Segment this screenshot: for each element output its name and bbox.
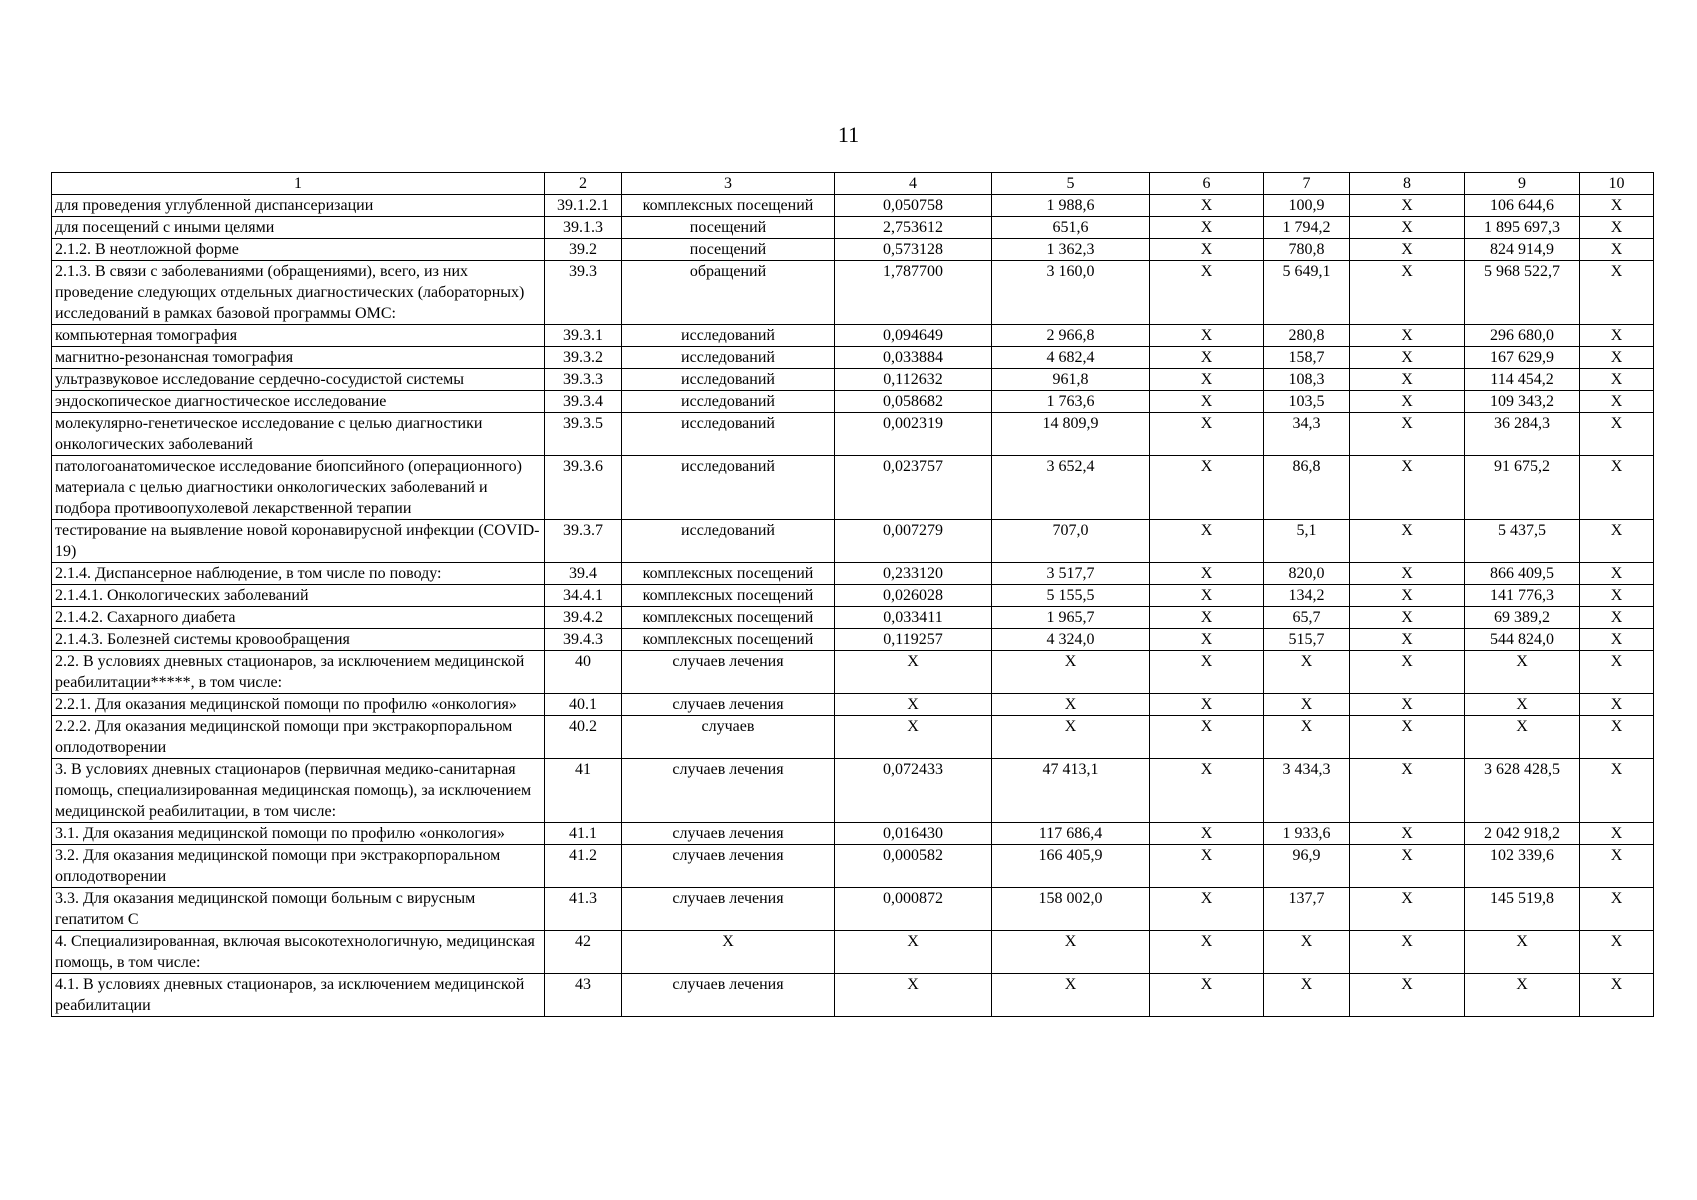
table-row [52,823,1654,845]
table-cell: случаев лечения [622,845,835,888]
table-cell: Х [1350,759,1465,823]
table-cell: случаев [622,716,835,759]
table-cell: Х [1150,520,1264,563]
table-cell: Х [1264,716,1350,759]
table-cell: Х [992,651,1150,694]
table-cell: Х [992,716,1150,759]
table-cell: 40.2 [545,716,622,759]
table-cell: Х [1150,391,1264,413]
table-cell: исследований [622,391,835,413]
table-cell: Х [1150,369,1264,391]
table-cell: Х [1150,347,1264,369]
table-cell: исследований [622,347,835,369]
column-header: 4 [835,173,992,195]
table-cell: 1 763,6 [992,391,1150,413]
table-cell: 36 284,3 [1465,413,1580,456]
table-row [52,694,1654,716]
table-cell: 39.1.2.1 [545,195,622,217]
table-cell: Х [1350,563,1465,585]
table-cell: Х [1350,325,1465,347]
table-cell: 707,0 [992,520,1150,563]
table-cell: 5 155,5 [992,585,1150,607]
table-cell: 2.2.1. Для оказания медицинской помощи по профилю «онкология» [52,694,545,716]
table-row [52,974,1654,1017]
table-cell: Х [1580,195,1654,217]
table-cell: Х [1580,651,1654,694]
table-cell: Х [1580,694,1654,716]
table-cell: для проведения углубленной диспансеризации [52,195,545,217]
table-cell: 108,3 [1264,369,1350,391]
table-cell: Х [1350,694,1465,716]
table-row [52,563,1654,585]
table-cell: Х [835,694,992,716]
table-cell: Х [1350,413,1465,456]
table-cell: молекулярно-генетическое исследование с целью диагностики онкологических заболеваний [52,413,545,456]
table-cell: Х [992,931,1150,974]
table-cell: 39.3.6 [545,456,622,520]
table-cell: Х [1150,563,1264,585]
table-cell: 0,112632 [835,369,992,391]
table-cell: 4. Специализированная, включая высокотехнологичную, медицинская помощь, в том числе: [52,931,545,974]
table-cell: 2.1.4. Диспансерное наблюдение, в том числе по поводу: [52,563,545,585]
table-cell: 34,3 [1264,413,1350,456]
table-cell: Х [1465,931,1580,974]
table-cell: 3 160,0 [992,261,1150,325]
table-row [52,456,1654,520]
table-cell: 0,033884 [835,347,992,369]
header-row [52,173,1654,195]
table-cell: 2.1.4.2. Сахарного диабета [52,607,545,629]
table-cell: посещений [622,239,835,261]
table-cell: Х [1465,716,1580,759]
table-cell: Х [1350,520,1465,563]
table-cell: 1 965,7 [992,607,1150,629]
table-cell: Х [1350,391,1465,413]
column-header: 3 [622,173,835,195]
table-cell: Х [1580,456,1654,520]
table-cell: 41 [545,759,622,823]
table-cell: комплексных посещений [622,195,835,217]
table-cell: Х [1580,325,1654,347]
table-cell: 4 324,0 [992,629,1150,651]
table-cell: Х [1465,974,1580,1017]
table-cell: исследований [622,456,835,520]
table-cell: Х [1150,694,1264,716]
table-cell: Х [1580,823,1654,845]
table-cell: Х [1465,694,1580,716]
table-cell: 42 [545,931,622,974]
table-cell: 0,050758 [835,195,992,217]
table-cell: Х [1350,823,1465,845]
table-cell: 39.4.2 [545,607,622,629]
table-cell: исследований [622,369,835,391]
table-cell: комплексных посещений [622,563,835,585]
table-cell: Х [1580,520,1654,563]
table-cell: 0,000582 [835,845,992,888]
table-cell: 2.1.4.3. Болезней системы кровообращения [52,629,545,651]
table-row [52,629,1654,651]
table-row [52,195,1654,217]
table-cell: 544 824,0 [1465,629,1580,651]
table-cell: случаев лечения [622,759,835,823]
table-cell: 39.3.2 [545,347,622,369]
table-cell: Х [1150,325,1264,347]
table-cell: Х [1264,974,1350,1017]
table-cell: Х [1150,759,1264,823]
column-header: 2 [545,173,622,195]
table-cell: Х [835,716,992,759]
table-cell: Х [1264,651,1350,694]
table-cell: 69 389,2 [1465,607,1580,629]
table-cell: Х [1350,239,1465,261]
table-cell: Х [1150,585,1264,607]
table-cell: 102 339,6 [1465,845,1580,888]
table-cell: 866 409,5 [1465,563,1580,585]
table-cell: Х [1350,347,1465,369]
table-cell: 3.3. Для оказания медицинской помощи больным с вирусным гепатитом С [52,888,545,931]
table-cell: 2.2.2. Для оказания медицинской помощи при экстракорпоральном оплодотворении [52,716,545,759]
table-cell: исследований [622,520,835,563]
table-cell: Х [1350,845,1465,888]
table-cell: Х [1465,651,1580,694]
table-cell: 137,7 [1264,888,1350,931]
table-cell: Х [1580,217,1654,239]
table-cell: 296 680,0 [1465,325,1580,347]
table-cell: Х [992,974,1150,1017]
table-cell: 0,007279 [835,520,992,563]
table-cell: Х [1264,931,1350,974]
table-cell: 1 794,2 [1264,217,1350,239]
table-cell: Х [1350,974,1465,1017]
table-cell: 109 343,2 [1465,391,1580,413]
table-row [52,607,1654,629]
table-row [52,347,1654,369]
table-cell: 117 686,4 [992,823,1150,845]
table-cell: Х [1580,888,1654,931]
table-cell: Х [992,694,1150,716]
table-cell: ультразвуковое исследование сердечно-сосудистой системы [52,369,545,391]
column-header: 7 [1264,173,1350,195]
table-cell: Х [1150,261,1264,325]
table-cell: Х [1150,716,1264,759]
table-cell: посещений [622,217,835,239]
table-cell: 5 649,1 [1264,261,1350,325]
table-cell: 106 644,6 [1465,195,1580,217]
table-cell: Х [1150,217,1264,239]
table-cell: 39.3.3 [545,369,622,391]
table-cell: 0,072433 [835,759,992,823]
table-cell: исследований [622,413,835,456]
table-cell: 114 454,2 [1465,369,1580,391]
table-cell: 1 933,6 [1264,823,1350,845]
table-cell: 39.2 [545,239,622,261]
table-cell: комплексных посещений [622,629,835,651]
table-cell: 0,002319 [835,413,992,456]
table-cell: эндоскопическое диагностическое исследование [52,391,545,413]
table-cell: 2 042 918,2 [1465,823,1580,845]
table-cell: 40.1 [545,694,622,716]
table-cell: для посещений с иными целями [52,217,545,239]
table-cell: 141 776,3 [1465,585,1580,607]
table-cell: Х [1580,931,1654,974]
table-cell: 39.3.4 [545,391,622,413]
table-cell: Х [1150,239,1264,261]
table-cell: 1 895 697,3 [1465,217,1580,239]
table-cell: 100,9 [1264,195,1350,217]
table-cell: Х [1150,456,1264,520]
table-cell: Х [1580,391,1654,413]
table-cell: 0,119257 [835,629,992,651]
table-cell: 0,058682 [835,391,992,413]
table-cell: Х [1580,845,1654,888]
table-cell: 14 809,9 [992,413,1150,456]
table-cell: патологоанатомическое исследование биопсийного (операционного) материала с целью диагностики онкологических заболеваний и подбора противоопухолевой лекарственной терапии [52,456,545,520]
table-row [52,325,1654,347]
table-cell: Х [1150,629,1264,651]
table-cell: Х [1580,629,1654,651]
column-header: 8 [1350,173,1465,195]
table-cell: 280,8 [1264,325,1350,347]
table-cell: 41.2 [545,845,622,888]
table-cell: Х [1350,931,1465,974]
table-cell: компьютерная томография [52,325,545,347]
table-cell: 2 966,8 [992,325,1150,347]
table-cell: 0,033411 [835,607,992,629]
table-cell: Х [1350,585,1465,607]
table-cell: 780,8 [1264,239,1350,261]
table-cell: Х [1580,716,1654,759]
table-cell: 961,8 [992,369,1150,391]
table-cell: случаев лечения [622,651,835,694]
table-cell: 3.2. Для оказания медицинской помощи при экстракорпоральном оплодотворении [52,845,545,888]
table-cell: 2.1.3. В связи с заболеваниями (обращениями), всего, из них проведение следующих отдельных диагностических (лабораторных) исследований в рамках базовой программы ОМС: [52,261,545,325]
table-cell: 41.1 [545,823,622,845]
table-cell: Х [1580,413,1654,456]
table-cell: 134,2 [1264,585,1350,607]
table-cell: Х [1580,261,1654,325]
table-cell: 145 519,8 [1465,888,1580,931]
column-header: 1 [52,173,545,195]
table-cell: 43 [545,974,622,1017]
table-cell: случаев лечения [622,694,835,716]
table-cell: Х [1150,931,1264,974]
table-cell: Х [622,931,835,974]
table-cell: Х [1350,716,1465,759]
data-table [51,172,1654,1017]
table-cell: 158 002,0 [992,888,1150,931]
table-cell: 0,573128 [835,239,992,261]
table-cell: 3 434,3 [1264,759,1350,823]
table-cell: комплексных посещений [622,585,835,607]
table-cell: 1,787700 [835,261,992,325]
table-cell: 3. В условиях дневных стационаров (первичная медико-санитарная помощь, специализированная медицинская помощь), за исключением медицинской реабилитации, в том числе: [52,759,545,823]
table-cell: 4.1. В условиях дневных стационаров, за исключением медицинской реабилитации [52,974,545,1017]
table-row [52,391,1654,413]
table-cell: 39.4 [545,563,622,585]
table-cell: Х [1350,369,1465,391]
table-cell: 1 988,6 [992,195,1150,217]
table-cell: 0,026028 [835,585,992,607]
column-header: 10 [1580,173,1654,195]
table-cell: 0,094649 [835,325,992,347]
table-cell: Х [1350,607,1465,629]
table-cell: 0,023757 [835,456,992,520]
table-row [52,651,1654,694]
table-cell: случаев лечения [622,823,835,845]
table-cell: Х [1580,369,1654,391]
table-cell: Х [1580,563,1654,585]
table-cell: Х [1350,456,1465,520]
table-cell: 91 675,2 [1465,456,1580,520]
table-cell: Х [1350,651,1465,694]
table-cell: Х [1150,974,1264,1017]
table-cell: 39.3.5 [545,413,622,456]
table-cell: тестирование на выявление новой коронавирусной инфекции (COVID-19) [52,520,545,563]
table-cell: Х [1580,347,1654,369]
table-cell: 5 968 522,7 [1465,261,1580,325]
column-header: 6 [1150,173,1264,195]
table-cell: случаев лечения [622,888,835,931]
table-cell: 1 362,3 [992,239,1150,261]
table-cell: 39.4.3 [545,629,622,651]
table-cell: 651,6 [992,217,1150,239]
table-cell: исследований [622,325,835,347]
table-cell: 39.3 [545,261,622,325]
table-cell: Х [1150,823,1264,845]
table-cell: Х [835,651,992,694]
table-row [52,585,1654,607]
table-cell: 3.1. Для оказания медицинской помощи по профилю «онкология» [52,823,545,845]
table-row [52,239,1654,261]
table-cell: 39.3.1 [545,325,622,347]
table-cell: магнитно-резонансная томография [52,347,545,369]
table-cell: Х [1580,974,1654,1017]
table-cell: 4 682,4 [992,347,1150,369]
table-cell: 0,016430 [835,823,992,845]
table-row [52,931,1654,974]
table-cell: 0,000872 [835,888,992,931]
table-cell: 515,7 [1264,629,1350,651]
table-cell: 824 914,9 [1465,239,1580,261]
table-cell: Х [1150,888,1264,931]
table-row [52,845,1654,888]
table-cell: случаев лечения [622,974,835,1017]
table-cell: 2.1.4.1. Онкологических заболеваний [52,585,545,607]
table-cell: 41.3 [545,888,622,931]
table-row [52,759,1654,823]
table-cell: 5 437,5 [1465,520,1580,563]
table-cell: Х [1150,845,1264,888]
table-cell: Х [1150,195,1264,217]
table-cell: Х [1580,759,1654,823]
table-cell: комплексных посещений [622,607,835,629]
table-cell: Х [1580,585,1654,607]
table-cell: Х [835,974,992,1017]
table-cell: 2.2. В условиях дневных стационаров, за исключением медицинской реабилитации*****, в том числе: [52,651,545,694]
table-cell: 2,753612 [835,217,992,239]
column-header: 9 [1465,173,1580,195]
table-cell: 39.1.3 [545,217,622,239]
table-cell: 166 405,9 [992,845,1150,888]
table-cell: Х [1150,607,1264,629]
table-cell: 3 628 428,5 [1465,759,1580,823]
table-cell: 820,0 [1264,563,1350,585]
table-cell: Х [1150,651,1264,694]
table-cell: 158,7 [1264,347,1350,369]
table-row [52,217,1654,239]
table-cell: 103,5 [1264,391,1350,413]
table-cell: Х [1350,888,1465,931]
table-cell: 2.1.2. В неотложной форме [52,239,545,261]
table-cell: обращений [622,261,835,325]
table-cell: 5,1 [1264,520,1350,563]
table-row [52,413,1654,456]
table-cell: Х [1350,261,1465,325]
table-row [52,369,1654,391]
table-cell: 34.4.1 [545,585,622,607]
table-cell: 3 652,4 [992,456,1150,520]
table-row [52,716,1654,759]
table-cell: 167 629,9 [1465,347,1580,369]
table-cell: Х [1580,607,1654,629]
table-cell: 96,9 [1264,845,1350,888]
table-cell: Х [835,931,992,974]
column-header: 5 [992,173,1150,195]
page-number: 11 [837,122,860,147]
table-cell: Х [1264,694,1350,716]
table-cell: 3 517,7 [992,563,1150,585]
table-cell: 65,7 [1264,607,1350,629]
table-cell: Х [1580,239,1654,261]
table-cell: Х [1350,629,1465,651]
table-cell: Х [1150,413,1264,456]
table-row [52,520,1654,563]
table-cell: Х [1350,195,1465,217]
table-cell: 40 [545,651,622,694]
table-cell: 39.3.7 [545,520,622,563]
table-cell: 0,233120 [835,563,992,585]
table-row [52,888,1654,931]
table-cell: 86,8 [1264,456,1350,520]
table-cell: 47 413,1 [992,759,1150,823]
table-row [52,261,1654,325]
table-cell: Х [1350,217,1465,239]
